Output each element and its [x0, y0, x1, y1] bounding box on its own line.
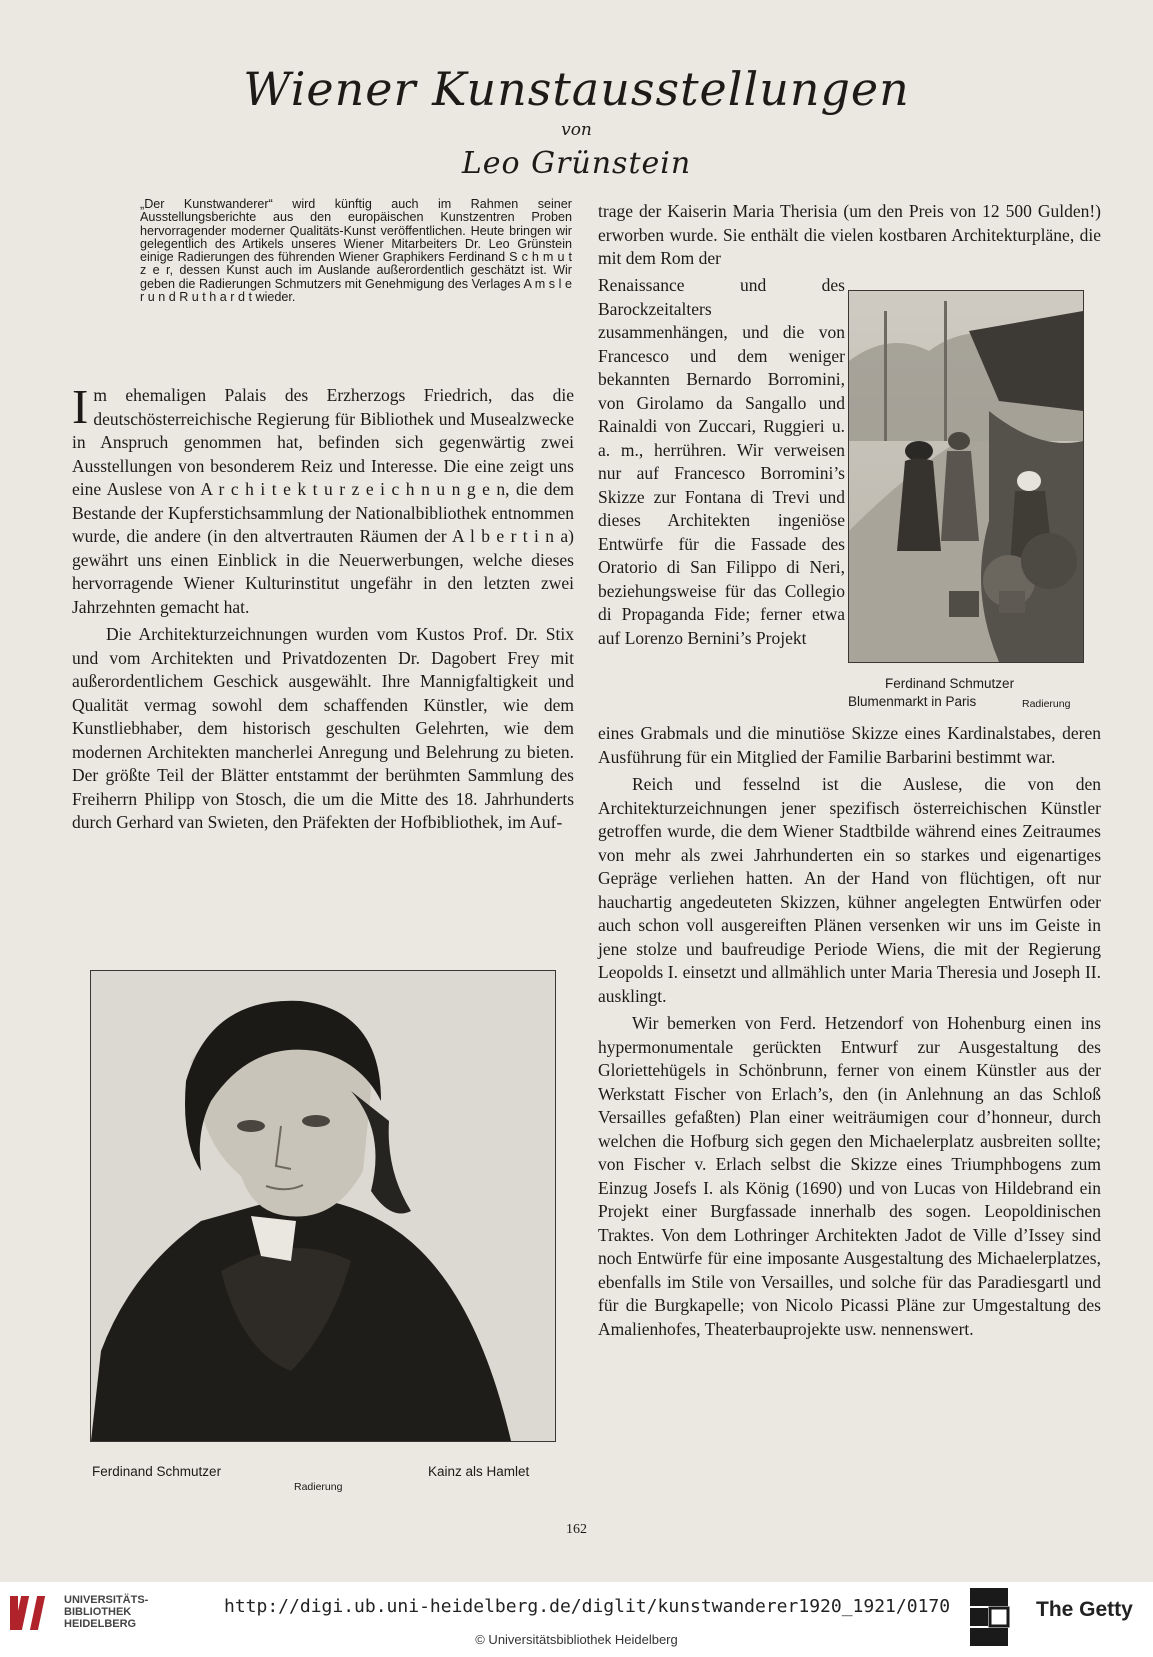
editorial-intro [140, 198, 572, 304]
drop-cap: I [72, 379, 89, 434]
copyright-notice: © Universitätsbibliothek Heidelberg [475, 1632, 678, 1647]
flower-market-etching [848, 290, 1084, 663]
market-caption-artist: Ferdinand Schmutzer [885, 676, 1015, 691]
source-url-link[interactable]: http://digi.ub.uni-heidelberg.de/diglit/kunstwanderer1920_1921/0170 [224, 1596, 951, 1617]
right-column-wrap [598, 274, 845, 650]
footer-bar [0, 1582, 1153, 1657]
byline-von: von [561, 120, 592, 140]
right-column-bottom [598, 722, 1101, 1341]
page-number: 162 [566, 1522, 587, 1537]
right-continuation: eines Grabmals und die minutiöse Skizze eines Kardinalstabes, deren Ausführung für ein Mitglied der Familie Barbarini bestimmt war. [598, 723, 1101, 767]
portrait-caption-title: Kainz als Hamlet [428, 1464, 530, 1479]
right-paragraph-2: Reich und fesselnd ist die Auslese, die von den Architekturzeichnungen jener spezifisch österreichischen Künstler getroffen wurde, die dem Wiener Stadtbilde während eines Zeitraumes von mehr als zwei Jahrhunderten ein so starkes und eigenartiges Gepräge verliehen hatten. An der Hand von flüchtigen, oft nur hauchartig angedeuteten Skizzen, kühner angelegten Entwürfen oder auch schon voll ausgereiften Plänen versenken wir uns im Geiste in jene stolze und baufreudige Periode Wiens, die mit der Regierung Leopolds I. einsetzt und allmählich unter Maria Theresia und Joseph II. ausklingt. [598, 774, 1101, 1006]
right-column-top [598, 200, 1101, 271]
article-author: Leo Grünstein [461, 146, 692, 181]
kainz-hamlet-etching [90, 970, 556, 1442]
university-library-logo-icon [8, 1592, 58, 1634]
kainz-hamlet-illustration [91, 971, 555, 1441]
right-wrap-text: Renaissance und des Barockzeitalters zusammenhängen, und die von Francesco und dem weniger bekannten Bernardo Borromini, von Girolamo da Sangallo und Rainaldi von Zuccari, Ruggieri u. a. m., herrühren. Wir verweisen nur auf Francesco Borromini’s Skizze zur Fontana di Trevi und dieses Architekten ingeniöse Entwürfe für die Fassade des Oratorio di San Filippo di Neri, beziehungsweise für das Collegio di Propaganda Fide; ferner etwa auf Lorenzo Bernini’s Projekt [598, 275, 845, 648]
paragraph-2: Die Architekturzeichnungen wurden vom Kustos Prof. Dr. Stix und vom Architekten und Privatdozenten Dr. Dagobert Frey mit außerordentlichem Geschick ausgewählt. Ihre Mannigfaltigkeit und Qualität vermag sowohl dem schaffenden Künstler, wie dem Kunstliebhaber, dem historisch geschulten Gelehrten, wie dem modernen Architekten mancherlei Anregung und Belehrung zu bieten. Der größte Teil der Blätter entstammt der berühmten Sammlung des Freiherrn Philipp von Stosch, die um die Mitte des 18. Jahrhunderts durch Gerhard van Swieten, den Präfekten der Hofbibliothek, im Auf- [72, 624, 574, 832]
right-paragraph-3: Wir bemerken von Ferd. Hetzendorf von Hohenburg einen ins hypermonumentale gerückten Entwurf zur Ausgestaltung des Gloriettehügels in Schönbrunn, ferner von einem Künstler aus der Werkstatt Fischer von Erlach’s, den (in Anlehnung an das Schloß Versailles gefaßten) Plan einer weiträumigen cour d’honneur, durch welchen die Hofburg sich gegen den Michaelerplatz ausbreiten sollte; von Fischer v. Erlach selbst die Skizze eines Triumphbogens zum Einzug Josefs I. als König (1690) und von Lucas von Hildebrand ein Projekt einer Burgfassade innerhalb des sogen. Leopoldinischen Traktes. Von dem Lothringer Architekten Jadot de Ville d’Issey sind noch Entwürfe für eine imposante Ausgestaltung des Michaelerplatzes, ebenfalls im Stile von Versailles, und solche für das Paradiesgartl und für die Burgkapelle; von Nicolo Picassi Pläne zur Umgestaltung des Amalienhofes, Theaterbauprojekte usw. nennenswert. [598, 1013, 1101, 1339]
getty-logo-icon [968, 1586, 1010, 1648]
market-caption-technique: Radierung [1022, 698, 1071, 710]
right-top-text: trage der Kaiserin Maria Therisia (um den Preis von 12 500 Gulden!) erworben wurde. Sie enthält die vielen kostbaren Architekturpläne, die mit dem Rom der [598, 201, 1101, 268]
getty-name: The Getty [1036, 1598, 1133, 1621]
flower-market-illustration [849, 291, 1083, 662]
library-name: UNIVERSITÄTS- BIBLIOTHEK HEIDELBERG [64, 1594, 149, 1630]
market-caption-title: Blumenmarkt in Paris [848, 694, 977, 709]
portrait-caption-technique: Radierung [294, 1481, 343, 1493]
intro-text: „Der Kunstwanderer“ wird künftig auch im Rahmen seiner Ausstellungsberichte aus den europäischen Kunstzentren Proben hervorragender moderner Qualitäts-Kunst veröffentlichen. Heute bringen wir gelegentlich des Artikels unseres Wiener Mitarbeiters Dr. Leo Grünstein einige Radierungen des führenden Wiener Graphikers Ferdinand S c h m u t z e r, dessen Kunst auch im Auslande außerordentlich geschätzt ist. Wir geben die Radierungen Schmutzers mit Genehmigung des Verlages A m s l e r u n d R u t h a r d t wieder. [140, 197, 572, 305]
left-column [72, 379, 574, 835]
portrait-caption-artist: Ferdinand Schmutzer [92, 1464, 222, 1479]
article-title: Wiener Kunstausstellungen [243, 62, 910, 116]
paragraph-1: m ehemaligen Palais des Erzherzogs Friedrich, das die deutschösterreichische Regierung für Bibliothek und Musealzwecke in Anspruch genommen hat, befinden sich gegenwärtig zwei Ausstellungen von besonderem Reiz und Interesse. Die eine zeigt uns eine Auslese von A r c h i t e k t u r z e i c h n u n g e n, die dem Bestande der Kupferstichsammlung der Nationalbibliothek entnommen wurde, die andere (in den altvertrauten Räumen der A l b e r t i n a) gewährt uns einen Einblick in die Neuerwerbungen, welche dieses hervorragende Wiener Kulturinstitut ungefähr in den letzten zwei Jahrzehnten gemacht hat. [72, 385, 574, 617]
